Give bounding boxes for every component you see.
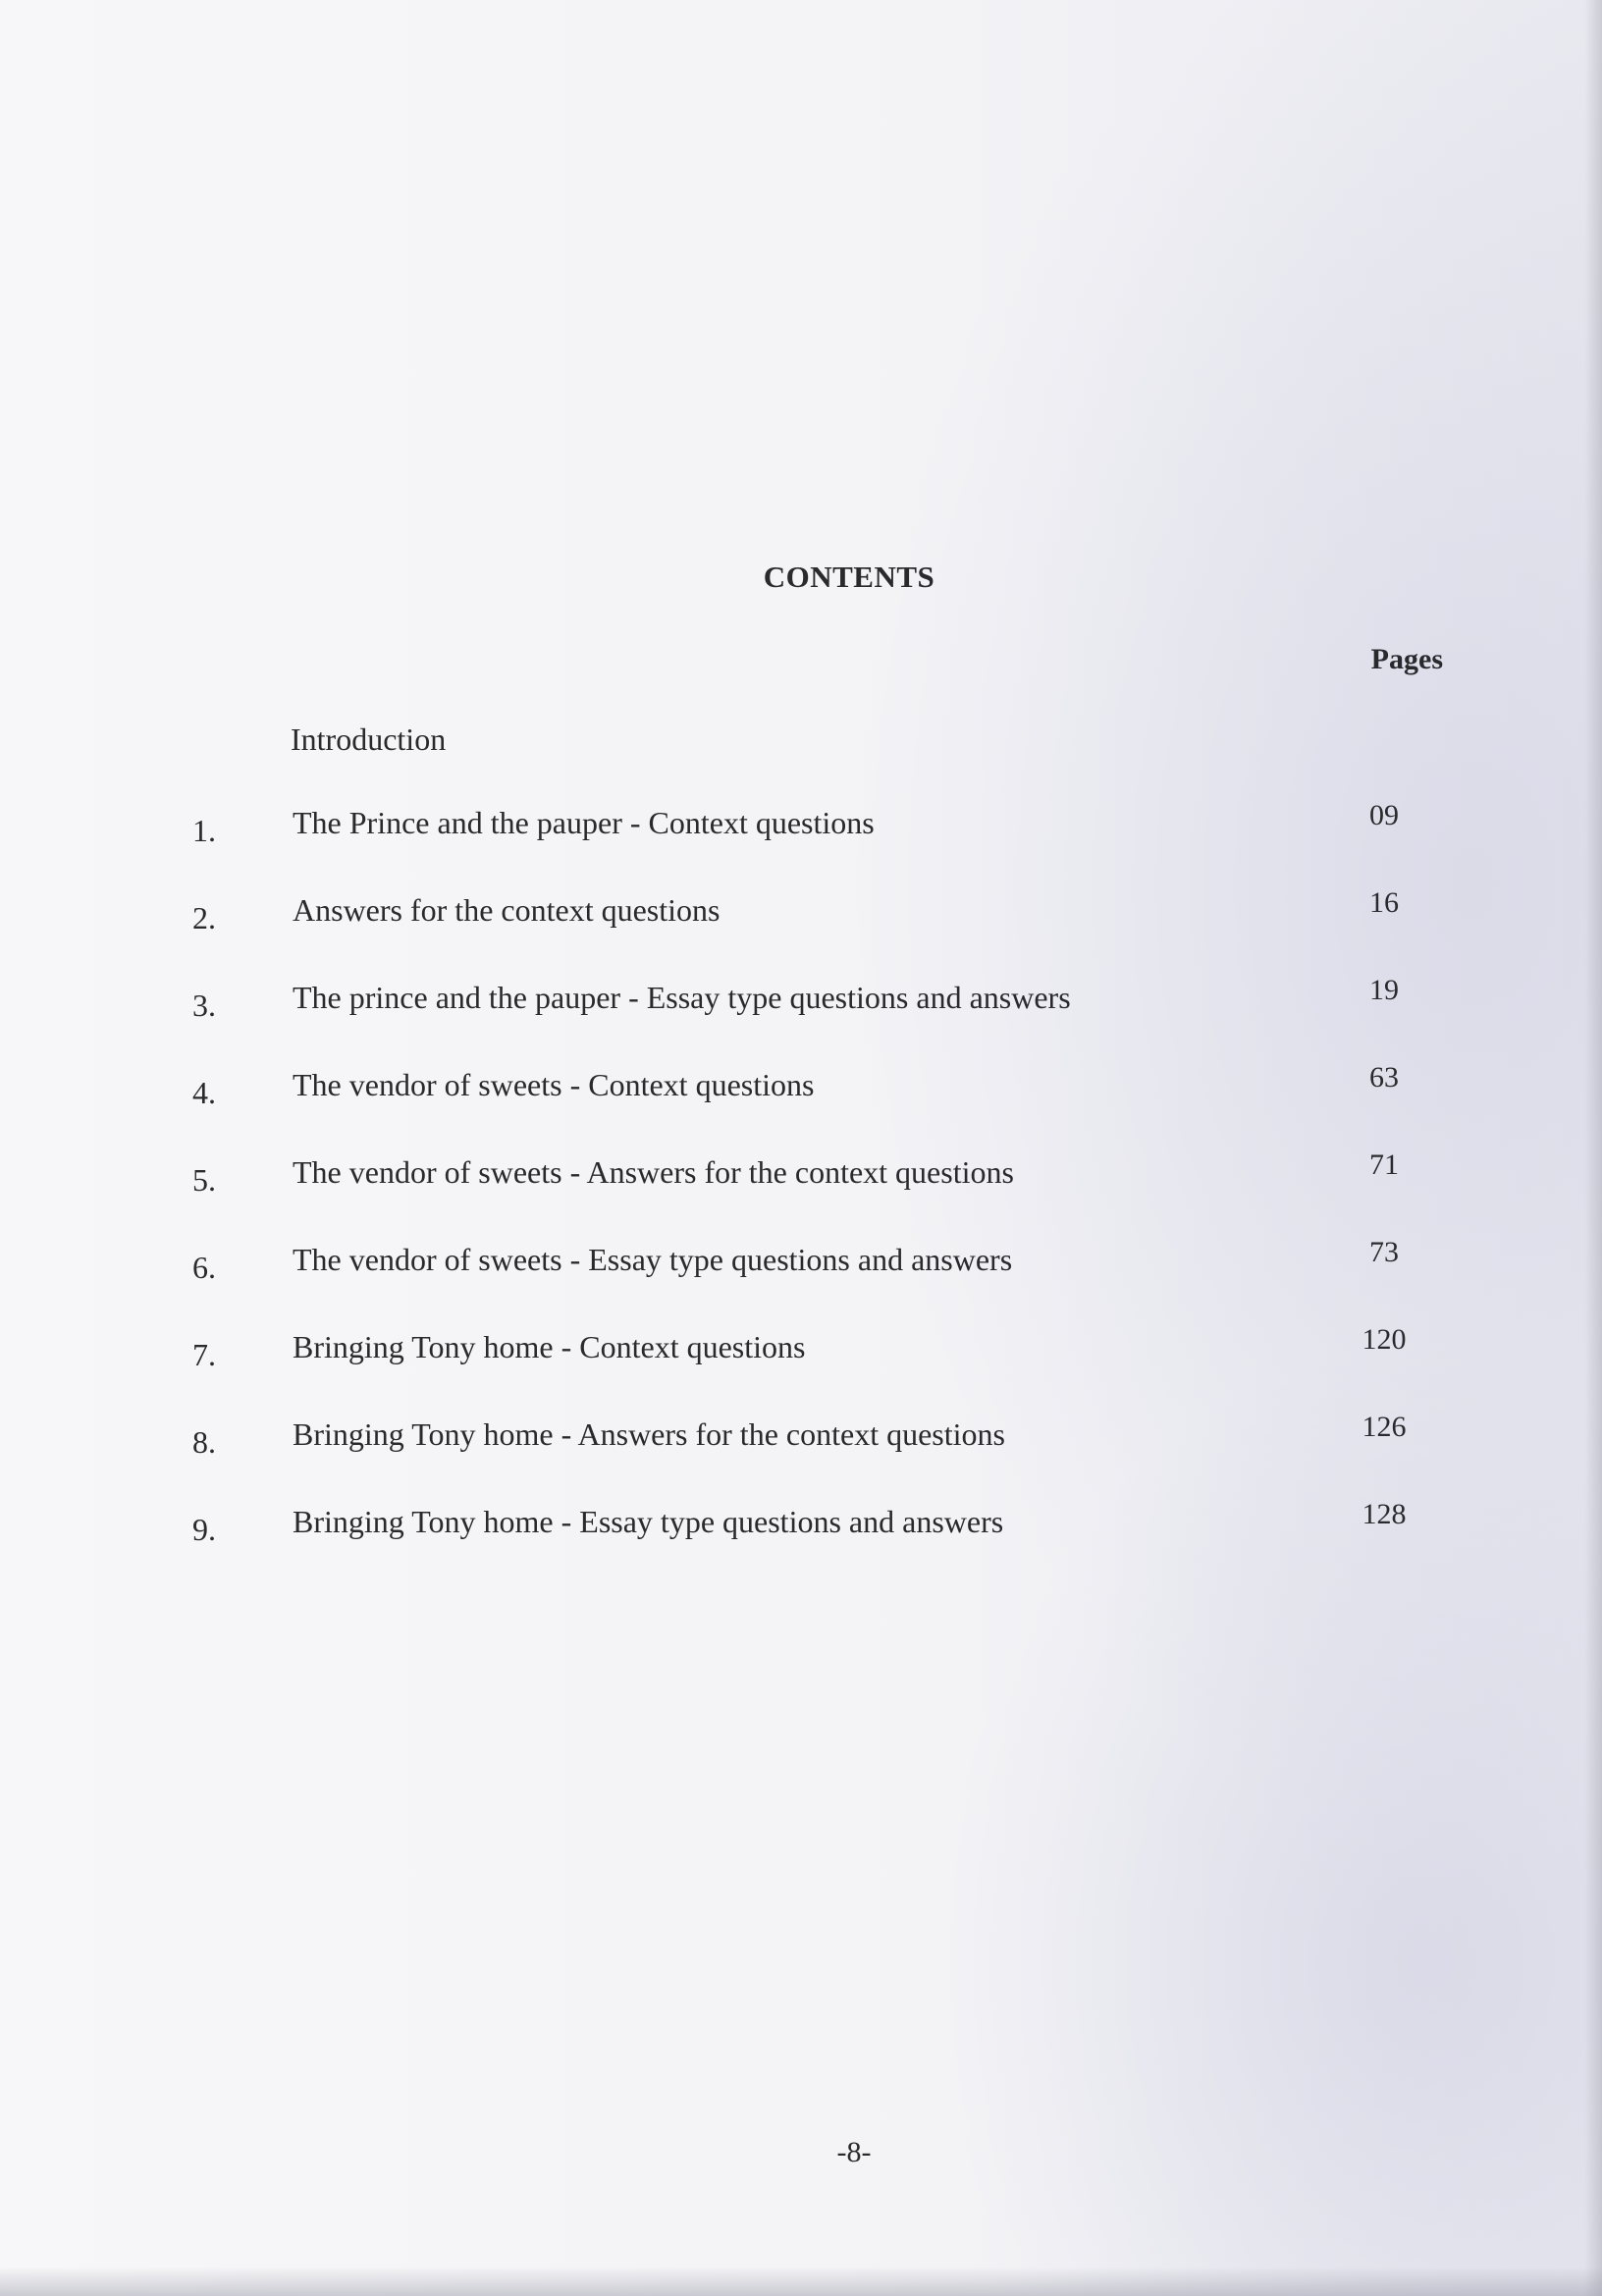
toc-entry xyxy=(0,974,1602,1029)
entry-title: The prince and the pauper - Essay type questions and answers xyxy=(293,980,1071,1015)
entry-title: The vendor of sweets - Essay type questions and answers xyxy=(293,1242,1013,1277)
entry-number: 2. xyxy=(192,900,216,935)
page-edge-shadow xyxy=(1584,0,1602,2296)
entry-title: Answers for the context questions xyxy=(293,892,721,928)
entry-number: 4. xyxy=(192,1075,216,1110)
entry-number: 7. xyxy=(192,1337,216,1372)
entry-number: 1. xyxy=(192,813,216,848)
toc-entry xyxy=(0,799,1602,854)
entry-title: Bringing Tony home - Answers for the context questions xyxy=(293,1416,1005,1452)
toc-entry xyxy=(0,1498,1602,1553)
page-bottom-shadow xyxy=(0,2267,1602,2296)
entry-page: 126 xyxy=(1362,1411,1407,1443)
toc-entry xyxy=(0,1323,1602,1378)
entry-title: The vendor of sweets - Answers for the context questions xyxy=(293,1154,1014,1190)
entry-number: 5. xyxy=(192,1162,216,1198)
entry-title: Bringing Tony home - Essay type questions and answers xyxy=(293,1504,1004,1539)
toc-entry xyxy=(0,1411,1602,1466)
entry-page: 128 xyxy=(1362,1498,1407,1530)
entry-number: 3. xyxy=(192,988,216,1023)
toc-entry xyxy=(0,886,1602,941)
page-number-footer: -8- xyxy=(836,2136,872,2168)
contents-heading: CONTENTS xyxy=(763,560,935,594)
entry-page: 120 xyxy=(1362,1323,1407,1356)
toc-entry xyxy=(0,1061,1602,1116)
introduction-entry: Introduction xyxy=(291,721,447,757)
entry-page: 09 xyxy=(1369,799,1399,831)
entry-page: 63 xyxy=(1369,1061,1399,1094)
entry-number: 6. xyxy=(192,1250,216,1285)
toc-entry xyxy=(0,1236,1602,1291)
entry-title: Bringing Tony home - Context questions xyxy=(293,1329,806,1364)
entry-page: 19 xyxy=(1369,974,1399,1006)
entry-number: 8. xyxy=(192,1424,216,1460)
entry-page: 16 xyxy=(1369,886,1399,919)
entry-title: The Prince and the pauper - Context questions xyxy=(293,805,875,840)
entry-title: The vendor of sweets - Context questions xyxy=(293,1067,815,1102)
entry-page: 73 xyxy=(1369,1236,1399,1268)
entry-number: 9. xyxy=(192,1512,216,1547)
entry-page: 71 xyxy=(1369,1148,1399,1181)
pages-column-label: Pages xyxy=(1370,643,1443,675)
toc-entry xyxy=(0,1148,1602,1203)
